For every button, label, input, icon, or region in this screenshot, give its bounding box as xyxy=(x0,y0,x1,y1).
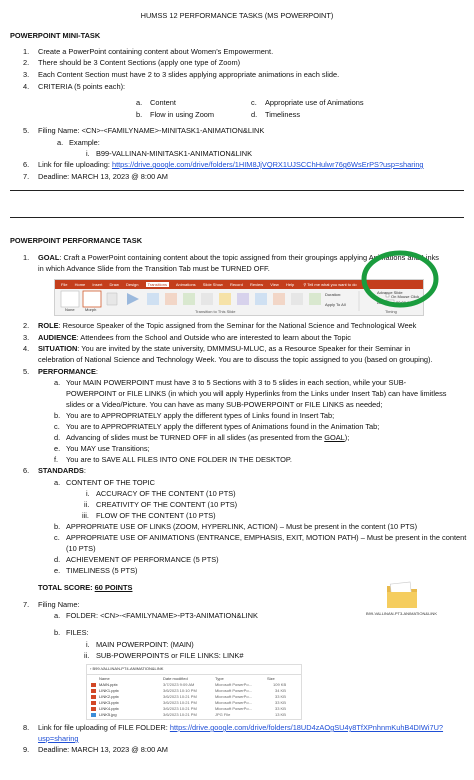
column-header-type[interactable]: Type xyxy=(215,676,224,681)
list-number: 3. xyxy=(23,70,30,79)
list-item: You are to APPROPRIATELY apply the different types of Links found in Insert Tab; xyxy=(66,411,335,420)
example-filename: B99-VALLINAN-MINITASK1-ANIMATION&LINK xyxy=(96,149,253,158)
audience-text: : Attendees from the School and Outside who are interested to learn about the Topic xyxy=(76,333,351,342)
file-date: 3/6/2023 10:10 PM xyxy=(163,688,197,693)
situation-text-continued: celebration of National Science and Technology Week. You are to discuss the topic assigned to you (based on grouping). xyxy=(38,355,433,364)
list-letter: c. xyxy=(54,422,60,431)
files-label: FILES: xyxy=(66,628,89,637)
situation-line xyxy=(38,344,410,354)
folder-icon xyxy=(385,580,419,610)
ribbon-none-label: None xyxy=(65,307,75,312)
folder-upload-link-continued[interactable]: usp=sharing xyxy=(38,734,79,743)
apply-to-all-button[interactable]: Apply To All xyxy=(325,302,346,307)
page-title: HUMSS 12 PERFORMANCE TASKS (MS POWERPOINT) xyxy=(140,11,334,20)
pptx-file-icon xyxy=(91,701,96,705)
list-number: 5. xyxy=(23,126,30,135)
performance-colon: : xyxy=(95,367,98,376)
list-number: 5. xyxy=(23,367,30,376)
criteria-item: Timeliness xyxy=(265,110,301,119)
file-type: Microsoft PowerPo... xyxy=(215,706,252,711)
audience-label: AUDIENCE xyxy=(38,333,77,342)
folder-upload-link[interactable]: https://drive.google.com/drive/folders/18UD4zAOgSU4y8TfXPnhnmKuhB4DIWi7U? xyxy=(169,723,444,732)
list-number: 2. xyxy=(23,58,30,67)
deadline: Deadline: MARCH 13, 2023 @ 8:00 AM xyxy=(38,172,168,181)
list-item-tail: ); xyxy=(344,433,350,442)
column-header-date[interactable]: Date modified xyxy=(163,676,188,681)
criteria-letter: d. xyxy=(251,110,258,119)
file-type: Microsoft PowerPo... xyxy=(215,694,252,699)
list-letter: a. xyxy=(54,611,61,620)
explorer-path xyxy=(90,666,163,671)
ribbon-tab[interactable]: Slide Show xyxy=(202,282,223,287)
list-item: SUB-POWERPOINTS or FILE LINKS: LINK# xyxy=(96,651,244,660)
highlight-circle xyxy=(360,248,440,310)
file-date: 3/6/2023 10:21 PM xyxy=(163,706,197,711)
list-letter: b. xyxy=(54,628,61,637)
list-letter: b. xyxy=(54,522,61,531)
upload-link-label: Link for file uploading: xyxy=(38,160,112,169)
list-item: ACCURACY OF THE CONTENT (10 PTS) xyxy=(96,489,236,498)
filing-name-label: Filing Name: xyxy=(38,600,80,609)
list-letter: a. xyxy=(54,478,61,487)
total-score-label: TOTAL SCORE: xyxy=(38,583,95,592)
pptx-file-icon xyxy=(91,695,96,699)
folder-icon-caption: B99-VALLINAN-PT3-ANIMATION&LINK xyxy=(366,611,437,616)
list-item: CRITERIA (5 points each): xyxy=(38,82,126,91)
section-divider xyxy=(10,190,464,191)
file-name: LINK1.pptx xyxy=(99,688,119,693)
list-number: 7. xyxy=(23,600,30,609)
list-number: 9. xyxy=(23,745,30,754)
list-roman: i. xyxy=(86,149,90,158)
folder-name: FOLDER: <CN>-<FAMILYNAME>-PT3-ANIMATION&LINK xyxy=(66,611,258,620)
list-number: 1. xyxy=(23,253,30,262)
performance-label: PERFORMANCE xyxy=(38,367,96,376)
list-roman: iii. xyxy=(82,511,89,520)
table-row[interactable] xyxy=(87,712,301,718)
ribbon-tab[interactable]: Home xyxy=(74,282,86,287)
upload-link-line xyxy=(38,160,424,170)
ribbon-tab-transitions[interactable]: Transitions xyxy=(147,282,167,287)
pptx-file-icon xyxy=(91,689,96,693)
file-name: LINK3.pptx xyxy=(99,700,119,705)
advance-slide-title: Advance Slide xyxy=(377,290,403,295)
search-icon: ⚲ xyxy=(303,282,307,287)
file-date: 3/6/2023 10:21 PM xyxy=(163,712,197,717)
total-score-value: 60 POINTS xyxy=(94,583,133,592)
pptx-file-icon xyxy=(91,707,96,711)
file-name: MAIN.pptx xyxy=(99,682,118,687)
audience-line xyxy=(38,333,351,343)
file-name: LINK4.pptx xyxy=(99,706,119,711)
file-size: 13 KB xyxy=(275,712,286,717)
list-roman: i. xyxy=(86,640,90,649)
list-item: There should be 3 Content Sections (apply one type of Zoom) xyxy=(38,58,241,67)
file-size: 34 KB xyxy=(275,688,286,693)
file-date: 3/6/2023 10:21 PM xyxy=(163,694,197,699)
list-item: TIMELINESS (5 PTS) xyxy=(66,566,138,575)
list-letter: c. xyxy=(54,533,60,542)
ribbon-tabs xyxy=(61,282,357,287)
list-item: Each Content Section must have 2 to 3 slides applying appropriate animations in each slide. xyxy=(38,70,340,79)
ribbon-tab[interactable]: Design xyxy=(125,282,139,287)
ribbon-tab[interactable]: File xyxy=(61,282,68,287)
ribbon-tab[interactable]: Review xyxy=(249,282,264,287)
situation-text: : You are invited by the state university, DMMMSU-MLUC, as a Resource Speaker for their Seminar in xyxy=(77,344,411,353)
list-number: 8. xyxy=(23,723,30,732)
ribbon-tab[interactable]: Animations xyxy=(175,282,196,287)
list-item-continued: slides or a Video/Picture. You can have as many SUB-POWERPOINT or FILE LINKS as needed; xyxy=(66,400,383,409)
list-number: 4. xyxy=(23,344,30,353)
goal-text-continued: in which Advance Slide from the Transition Tab must be TURNED OFF. xyxy=(38,264,270,273)
timing-label: Timing xyxy=(385,309,397,314)
list-item: CONTENT OF THE TOPIC xyxy=(66,478,155,487)
goal-reference: GOAL xyxy=(324,433,345,442)
after-input[interactable]: 00:00.00 xyxy=(396,300,412,305)
goal-text: : Craft a PowerPoint containing content about the topic assigned from their groupings applying Animations and Links xyxy=(59,253,439,262)
list-letter: b. xyxy=(54,411,61,420)
list-item: APPROPRIATE USE OF LINKS (ZOOM, HYPERLINK, ACTION) – Must be present in the content (10 PTS) xyxy=(66,522,418,531)
list-item: You are to APPROPRIATELY apply the different types of Animations found in the Animation Tab; xyxy=(66,422,380,431)
list-item: Your MAIN POWERPOINT must have 3 to 5 Sections with 3 to 5 slides in each section, while your SUB- xyxy=(66,378,407,387)
file-date: 3/6/2023 10:21 PM xyxy=(163,700,197,705)
file-type: Microsoft PowerPo... xyxy=(215,700,252,705)
duration-label: Duration: xyxy=(325,292,342,297)
upload-link[interactable]: https://drive.google.com/drive/folders/1HIM8JjVQRX1UJSCChHulwr76g6WsErPS?usp=sharing xyxy=(111,160,424,169)
list-item: FLOW OF THE CONTENT (10 PTS) xyxy=(96,511,216,520)
file-type: JPG File xyxy=(215,712,231,717)
list-roman: i. xyxy=(86,489,90,498)
list-letter: a. xyxy=(57,138,64,147)
criteria-item: Appropriate use of Animations xyxy=(265,98,364,107)
file-name: LINK5.jpg xyxy=(99,712,117,717)
list-item: You are to SAVE ALL FILES INTO ONE FOLDER IN THE DESKTOP. xyxy=(66,455,292,464)
criteria-letter: b. xyxy=(136,110,143,119)
file-name: LINK2.pptx xyxy=(99,694,119,699)
file-size: 109 KB xyxy=(273,682,287,687)
list-letter: a. xyxy=(54,378,61,387)
explorer-path-text[interactable]: B99-VALLINAN-PT4-ANIMATION&LINK xyxy=(92,666,164,671)
file-type: Microsoft PowerPo... xyxy=(215,682,252,687)
list-item: MAIN POWERPOINT: (MAIN) xyxy=(96,640,194,649)
criteria-item: Content xyxy=(150,98,176,107)
list-item: APPROPRIATE USE OF ANIMATIONS (ENTRANCE, EMPHASIS, EXIT, MOTION PATH) – Must be present in the content xyxy=(66,533,467,542)
file-explorer-screenshot xyxy=(86,664,302,720)
arrow-right-icon: › xyxy=(90,666,92,671)
list-roman: ii. xyxy=(84,500,90,509)
performance-heading xyxy=(38,367,98,377)
list-item: ACHIEVEMENT OF PERFORMANCE (5 PTS) xyxy=(66,555,219,564)
situation-label: SITUATION xyxy=(38,344,78,353)
folder-upload-link-label: Link for file uploading of FILE FOLDER: xyxy=(38,723,170,732)
ribbon-tab[interactable]: Help xyxy=(285,282,295,287)
explorer-header xyxy=(87,674,301,675)
list-number: 3. xyxy=(23,333,30,342)
criteria-letter: a. xyxy=(136,98,143,107)
column-header-name[interactable]: Name xyxy=(99,676,110,681)
after-label: After: xyxy=(377,300,387,305)
list-number: 4. xyxy=(23,82,30,91)
list-number: 2. xyxy=(23,321,30,330)
file-type: Microsoft PowerPo... xyxy=(215,688,252,693)
standards-colon: : xyxy=(83,466,86,475)
mini-task-heading: POWERPOINT MINI-TASK xyxy=(10,31,101,40)
criteria-letter: c. xyxy=(251,98,257,107)
list-number: 6. xyxy=(23,466,30,475)
ribbon-morph-label: Morph xyxy=(85,307,97,312)
role-line xyxy=(38,321,416,331)
list-letter: f. xyxy=(54,455,59,464)
standards-heading xyxy=(38,466,86,476)
section-divider xyxy=(10,217,464,218)
filing-name: Filing Name: <CN>-<FAMILYNAME>-MINITASK1-ANIMATION&LINK xyxy=(38,126,265,135)
list-letter: d. xyxy=(54,555,61,564)
ribbon-group-label: Transition to This Slide xyxy=(195,309,236,314)
standards-label: STANDARDS xyxy=(38,466,84,475)
file-size: 33 KB xyxy=(275,700,286,705)
role-label: ROLE xyxy=(38,321,59,330)
file-date: 3/7/2023 9:09 AM xyxy=(163,682,195,687)
ribbon-tab[interactable]: Record xyxy=(229,282,243,287)
list-number: 1. xyxy=(23,47,30,56)
list-letter: e. xyxy=(54,444,61,453)
list-item: You MAY use Transitions; xyxy=(66,444,150,453)
list-item: Create a PowerPoint containing content about Women’s Empowerment. xyxy=(38,47,274,56)
pptx-file-icon xyxy=(91,683,96,687)
list-item-text: Advancing of slides must be TURNED OFF in all slides (as presented from the xyxy=(66,433,325,442)
list-letter: e. xyxy=(54,566,61,575)
folder-upload-link-line xyxy=(38,723,443,733)
file-size: 33 KB xyxy=(275,706,286,711)
ribbon-tab[interactable]: View xyxy=(270,282,279,287)
list-item: CREATIVITY OF THE CONTENT (10 PTS) xyxy=(96,500,238,509)
list-number: 6. xyxy=(23,160,30,169)
list-item-continued: POWERPOINT or FILE LINKS (in which you will apply Hyperlinks from the Links under Insert Tab) can have limitless xyxy=(66,389,447,398)
ribbon-duration xyxy=(325,292,341,297)
example-label: Example: xyxy=(69,138,100,147)
on-mouse-click-checkbox[interactable]: On Mouse Click xyxy=(391,294,420,299)
list-item xyxy=(66,433,349,443)
deadline: Deadline: MARCH 13, 2023 @ 8:00 AM xyxy=(38,745,168,754)
list-number: 7. xyxy=(23,172,30,181)
file-size: 33 KB xyxy=(275,694,286,699)
total-score xyxy=(38,583,132,593)
list-letter: d. xyxy=(54,433,61,442)
ribbon-search[interactable]: Tell me what you want to do xyxy=(307,282,357,287)
list-item-continued: (10 PTS) xyxy=(66,544,96,553)
performance-task-heading: POWERPOINT PERFORMANCE TASK xyxy=(10,236,143,245)
criteria-item: Flow in using Zoom xyxy=(150,110,215,119)
list-roman: ii. xyxy=(84,651,90,660)
role-text: : Resource Speaker of the Topic assigned from the Seminar for the National Science and Technological Week xyxy=(58,321,417,330)
goal-label: GOAL xyxy=(38,253,60,262)
ribbon-tab[interactable]: Insert xyxy=(92,282,103,287)
image-file-icon xyxy=(91,713,96,717)
column-header-size[interactable]: Size xyxy=(267,676,275,681)
ribbon-tab[interactable]: Draw xyxy=(109,282,119,287)
